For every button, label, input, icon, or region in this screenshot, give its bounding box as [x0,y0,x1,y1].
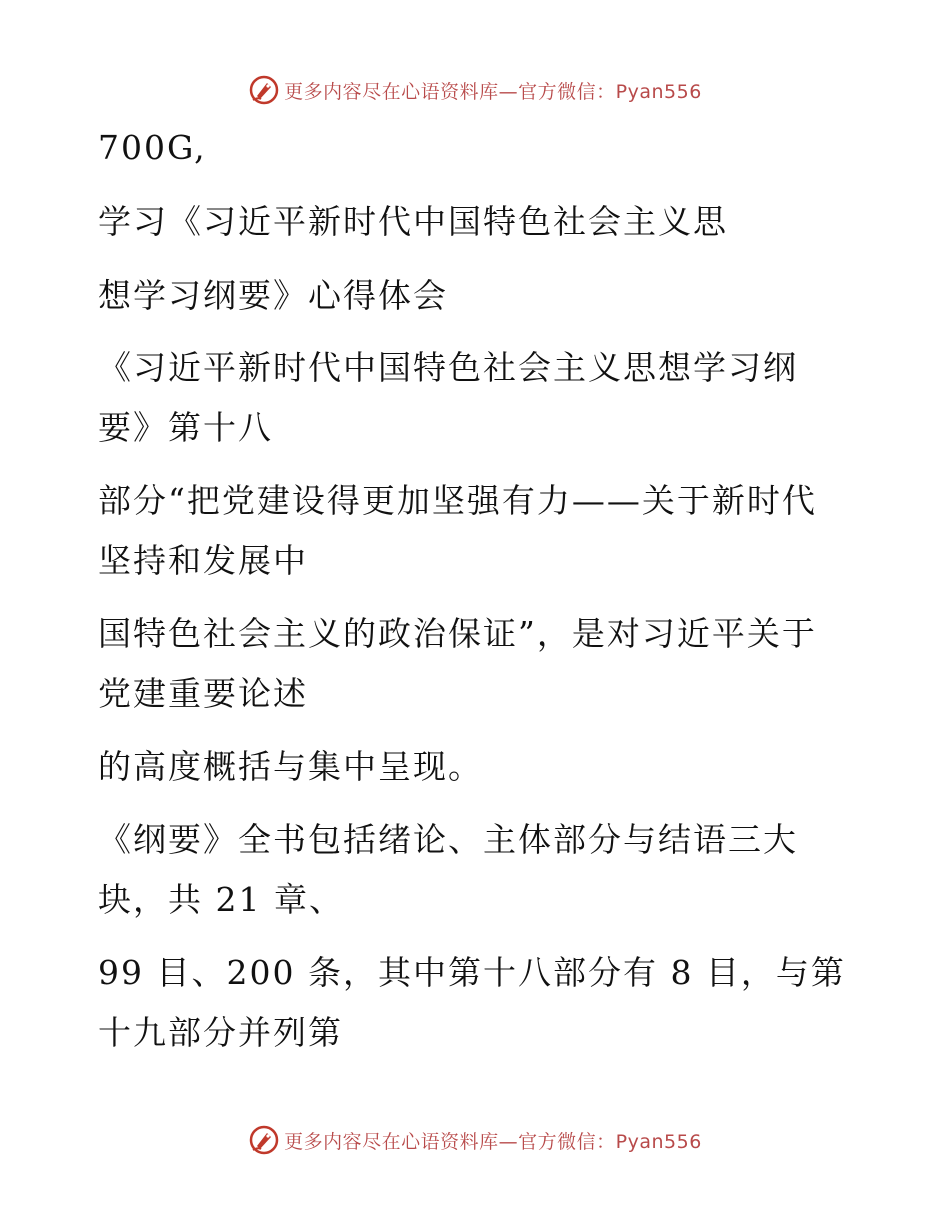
pen-nib-logo-icon [248,74,280,106]
body-line: 要》第十八 [98,408,273,447]
body-line: 部分“把党建设得更加坚强有力——关于新时代 [98,481,817,520]
body-line: 党建重要论述 [98,674,308,713]
body-line: 坚持和发展中 [98,541,308,580]
body-line: 十九部分并列第 [98,1013,343,1052]
body-line: 99 目、200 条，其中第十八部分有 8 目，与第 [98,953,846,992]
body-line: 块，共 21 章、 [98,880,344,919]
body-line: 国特色社会主义的政治保证”，是对习近平关于 [98,614,817,653]
footer-banner [0,1122,950,1158]
body-line: 700G, [98,128,207,167]
pen-nib-logo-icon [248,1124,280,1156]
body-line: 想学习纲要》心得体会 [98,276,448,315]
header-banner [0,72,950,108]
body-line: 的高度概括与集中呈现。 [98,747,483,786]
header-banner-text: 更多内容尽在心语资料库—官方微信：Pyan556 [284,80,702,103]
footer-banner-text: 更多内容尽在心语资料库—官方微信：Pyan556 [284,1130,702,1153]
body-line: 《纲要》全书包括绪论、主体部分与结语三大 [98,820,798,859]
body-line: 《习近平新时代中国特色社会主义思想学习纲 [98,348,798,387]
body-line: 学习《习近平新时代中国特色社会主义思 [98,202,728,241]
